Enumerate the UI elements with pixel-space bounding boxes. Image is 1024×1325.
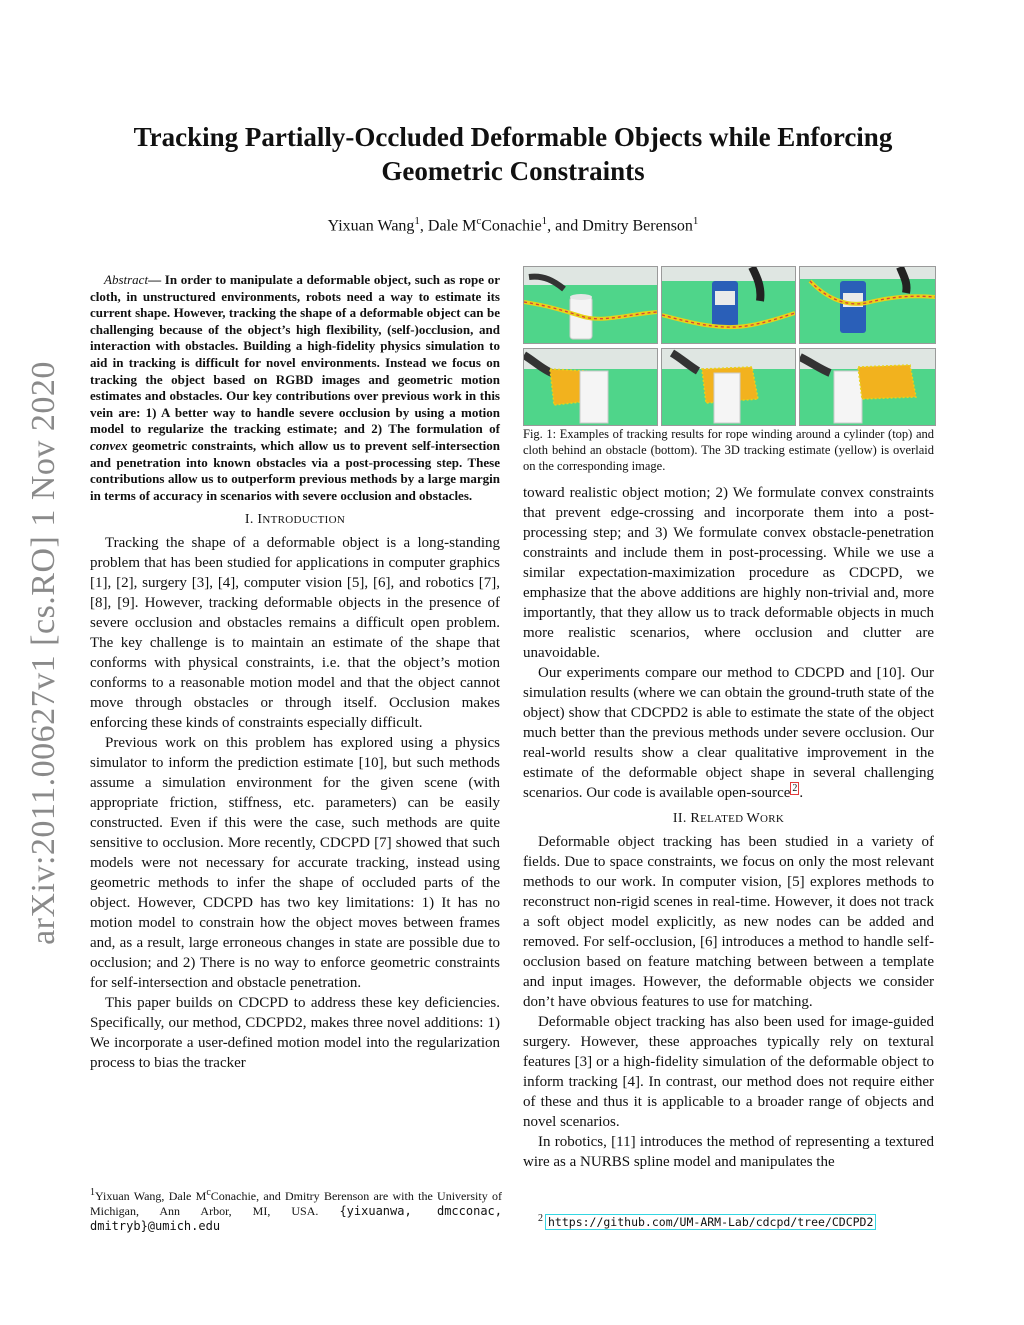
footnote-1-text: Yixuan Wang, Dale M: [95, 1189, 207, 1203]
section-initial: I: [257, 512, 263, 528]
section-title-smallcaps: ORK: [759, 813, 785, 825]
figure-photo-rope-2: [661, 266, 796, 344]
right-paragraph-2-text: Our experiments compare our method to CDCPD and [10]. Our simulation results (where we can obtain the ground-truth state of the object) show that CDCPD2 is able to estimate the state of the object much better than the previous methods under severe occlusion. Our real-world results show a clear qualitative improvement in the estimate of the deformable object shape in several challenging scenarios. Our code is available open-source: [523, 665, 934, 801]
footnote-2: [538, 1213, 876, 1230]
related-paragraph-2: Deformable object tracking has also been used for image-guided surgery. However, these approaches typically rely on textural features [3] or a high-fidelity simulation of the deformable object to inform tracking [4]. In contrast, our method does not require either of these and thus it is applicable to a broader range of objects and novel scenarios.: [523, 1014, 934, 1130]
section-number: I.: [244, 512, 258, 528]
right-column: [523, 483, 934, 1172]
figure-photo-rope-3: [799, 266, 936, 344]
footnote-1-emails: {yixuanwa, dmcconac, dmitryb}@umich.edu: [90, 1204, 502, 1233]
author-1: Yixuan Wang: [327, 217, 415, 235]
author-1-affiliation: 1: [414, 215, 420, 227]
right-paragraph-1: toward realistic object motion; 2) We formulate convex constraints that prevent edge-crossing and incorporate them into a post-processing step; and 3) We formulate convex obstacle-penetration constraints and include them in post-processing. While we use a similar expectation-maximization procedure as CDCPD, we emphasize that the above additions are highly non-trivial and, more importantly, that they allow us to track deformable objects in much more realistic scenarios, where occlusion and clutter are unavoidable.: [523, 485, 934, 661]
footnote-1-mark: 1: [90, 1187, 95, 1198]
section-number: II.: [672, 811, 691, 826]
figure-photo-rope-1: [523, 266, 658, 344]
footnote-1: [90, 1185, 502, 1234]
abstract: [90, 272, 500, 504]
abstract-text-part-2: geometric constraints, which allow us to prevent self-intersection and penetration into known obstacles via a post-processing step. These contributions allow us to outperform previous methods by a large margin in terms of accuracy in scenarios with severe occlusion and obstacles.: [90, 437, 500, 503]
section-title-smallcaps: NTRODUCTION: [262, 514, 346, 527]
intro-paragraph-1: Tracking the shape of a deformable object is a long-standing problem that has been studied for applications in computer graphics [1], [2], surgery [3], [4], computer vision [5], [6], and robotics [7], [8], [9]. However, tracking deformable objects in the presence of severe occlusion and obstacles remains a difficult open problem. The key challenge is to maintain an estimate of the shape that conforms with physical constraints, i.e. that the object’s motion conforms to a reasonable motion model and that the object cannot move through obstacles or through itself. Occlusion makes enforcing these kinds of constraints especially difficult.: [90, 535, 500, 732]
abstract-emphasis: convex: [90, 437, 128, 453]
author-2-superscript-c: c: [476, 215, 482, 227]
author-2: Conachie: [481, 217, 542, 235]
section-heading-introduction: [90, 510, 500, 530]
left-column: [90, 272, 500, 1073]
figure-1-caption: Fig. 1: Examples of tracking results for rope winding around a cylinder (top) and cloth behind an obstacle (bottom). The 3D tracking estimate (yellow) is overlaid on the corresponding image.: [523, 427, 934, 473]
right-paragraph-2-end: .: [799, 785, 804, 801]
footnote-1-superscript-c: c: [206, 1187, 211, 1198]
intro-paragraph-2: Previous work on this problem has explored using a physics simulator to inform the prediction estimate [10], but such methods assume a simulation environment for the given scene (with appropriate friction, stiffness, etc. parameters) can be easily constructed. Even if this were the case, such methods are quite sensitive to occlusion. More recently, CDCPD [7] showed that such models were not necessary for accurate tracking, instead using geometric methods to infer the shape of occluded parts of the object. However, CDCPD has two key limitations: 1) It has no motion model to constrain how the object moves between frames and, as a result, large erroneous changes in state are possible due to occlusion; and 2) There is no way to enforce geometric constraints for self-intersection and obstacle penetration.: [90, 735, 500, 992]
author-line: [90, 215, 936, 235]
figure-photo-cloth-2: [661, 348, 796, 426]
section-initial: W: [746, 811, 760, 826]
paper-title: Tracking Partially-Occluded Deformable Objects while Enforcing Geometric Constraints: [133, 122, 893, 186]
figure-photo-cloth-1: [523, 348, 658, 426]
code-repository-link[interactable]: https://github.com/UM-ARM-Lab/cdcpd/tree/CDCPD2: [545, 1214, 876, 1230]
section-initial: R: [690, 811, 701, 826]
section-title-smallcaps: ELATED: [700, 813, 747, 825]
arxiv-identifier: [20, 348, 68, 958]
footnote-2-link[interactable]: 2: [792, 783, 798, 794]
figure-photo-cloth-3: [799, 348, 936, 426]
right-paragraph-2: [523, 663, 934, 803]
author-3-affiliation: 1: [692, 215, 699, 227]
related-paragraph-1: Deformable object tracking has been studied in a variety of fields. Due to space constraints, we focus on only the most relevant methods to our work. In computer vision, [5] explores methods to reconstruct non-rigid scenes in real-time. However, it does not track a soft object model explicitly, as new nodes can be added and removed. For self-occlusion, [6] introduces a method to handle self-occlusion based on feature matching between between a template and input images. However, the deformable objects we consider don’t have obvious features to use for matching.: [523, 834, 934, 1010]
figure-1: [523, 266, 934, 426]
author-separator: , Dale M: [419, 217, 477, 235]
section-heading-related-work: [523, 809, 934, 829]
footnote-1-affiliation: Conachie, and Dmitry Berenson are with the University of Michigan, Ann Arbor, MI, USA.: [90, 1189, 502, 1218]
arxiv-identifier-text: arXiv:2011.00627v1 [cs.RO] 1 Nov 2020: [25, 361, 62, 945]
intro-paragraph-3: This paper builds on CDCPD to address these key deficiencies. Specifically, our method, CDCPD2, makes three novel additions: 1) We incorporate a user-defined motion model into the regularization process to bias the tracker: [90, 995, 500, 1072]
abstract-text-part-1: — In order to manipulate a deformable object, such as rope or cloth, in unstructured environments, robots need a way to estimate its current shape. However, tracking the shape of a deformable object can be challenging because of the object’s high flexibility, (self-)occlusion, and interaction with obstacles. Building a high-fidelity physics simulation to aid in tracking is difficult for novel environments. Instead we focus on tracking the object based on RGBD images and geometric motion estimates and obstacles. Our key contributions over previous work in this vein are: 1) A better way to handle severe occlusion by using a motion model to regularize the tracking estimate; and 2) The formulation of: [90, 272, 500, 437]
author-3: , and Dmitry Berenson: [547, 217, 693, 235]
abstract-label: Abstract: [104, 272, 149, 287]
author-2-affiliation: 1: [541, 215, 548, 227]
related-paragraph-3: In robotics, [11] introduces the method of representing a textured wire as a NURBS spline model and manipulates the: [523, 1134, 934, 1170]
footnote-2-mark: 2: [538, 1213, 543, 1224]
